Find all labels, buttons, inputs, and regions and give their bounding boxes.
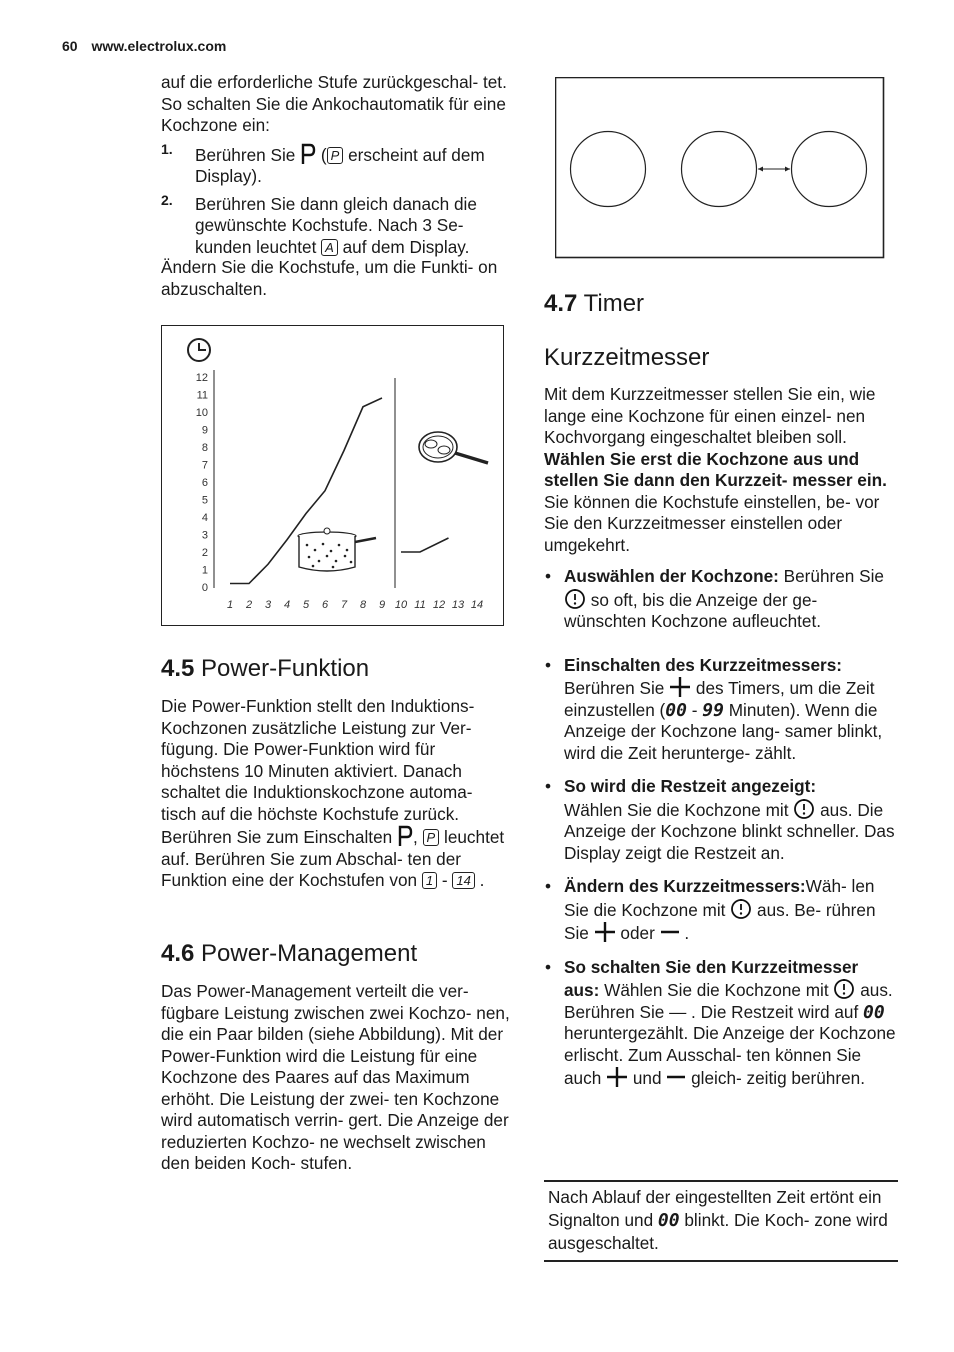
body-text: . — [479, 870, 485, 890]
item-text: Wählen Sie die Kochzone mit — [604, 980, 829, 1000]
intro-paragraph-1: auf die erforderliche Stufe zurückgeschal- tet. — [161, 72, 507, 92]
step-number: 2. — [161, 191, 173, 208]
y-tick-label: 0 — [201, 582, 208, 594]
item-text: und — [632, 1068, 662, 1088]
x-tick-label: 9 — [378, 599, 386, 611]
step-text: erscheint auf dem Display). — [195, 144, 485, 186]
paragraph-bold: Wählen Sie erst die Kochzone aus und stellen Sie dann den Kurzzeit- messer ein. — [544, 448, 887, 490]
timer-select-icon — [730, 898, 752, 920]
minus-icon — [666, 1066, 686, 1088]
power-chart — [161, 325, 504, 626]
section-number: 4.5 — [161, 655, 195, 682]
y-tick-label: 10 — [195, 407, 208, 419]
section-title: Timer — [583, 290, 645, 317]
list-item — [544, 776, 896, 864]
item-text: aus. Die Anzeige der Kochzone blinkt schneller. Das Display zeigt die Restzeit an. — [564, 799, 895, 863]
body-text: , — [412, 827, 418, 847]
body-text: leuchtet auf. Berühren Sie zum Abschal- ten der Funktion eine der Kochstufen von — [161, 827, 505, 890]
section-number: 4.6 — [161, 940, 195, 967]
step-text: ( — [320, 144, 327, 165]
paragraph: Mit dem Kurzzeitmesser stellen Sie ein, wie lange eine Kochzone für einen einzel- nen Kochvorgang eingeschaltet bleiben soll. — [544, 384, 876, 447]
minus-icon — [660, 921, 680, 943]
item-text: . — [684, 923, 690, 943]
x-tick-label: 10 — [394, 599, 408, 611]
x-tick-label: 14 — [470, 599, 484, 611]
item-text: aus. Berühren Sie — . Die Restzeit wird auf — [564, 980, 893, 1022]
left-column — [161, 72, 511, 300]
power-p-icon — [300, 143, 316, 165]
list-item — [544, 876, 896, 945]
y-tick-label: 8 — [201, 442, 208, 454]
outro-paragraph: Ändern Sie die Kochstufe, um die Funkti- on abzuschalten. — [161, 257, 498, 299]
note-text: Nach Ablauf der eingestellten Zeit ertönt ein Signalton und — [548, 1187, 882, 1230]
section-title: Power-Funktion — [201, 655, 370, 682]
timer-select-icon — [833, 978, 855, 1000]
y-tick-label: 12 — [195, 372, 208, 384]
list-item — [544, 957, 896, 1090]
section-body: Das Power-Management verteilt die ver- fügbare Leistung zwischen zwei Kochzo- nen, die ein Paar bilden (siehe Abbildung). Mit der Power-Funktion wird die Leistung für eine Kochzone des Paares auf das Maximum erhöht. Die Leistung der zwei- ten Kochzone wird automatisch verrin- gert. Die Anzeige der reduzierten Kochzo- ne wechselt zwischen den beiden Koch- stufen. — [161, 981, 510, 1173]
body-text: Berühren Sie zum Einschalten — [161, 827, 393, 847]
y-tick-label: 3 — [201, 529, 208, 542]
power-chart-figure — [161, 325, 504, 631]
section-heading — [161, 940, 511, 968]
intro-paragraph-2: So schalten Sie die Ankochautomatik für eine Kochzone ein: — [161, 93, 506, 135]
item-text: aus. Be- rühren Sie — [564, 899, 876, 943]
section-title: Power-Management — [201, 940, 418, 967]
section-body-2 — [161, 825, 511, 892]
website-url[interactable]: www.electrolux.com — [91, 38, 227, 54]
display-symbol: 1 — [422, 872, 437, 889]
timer-select-icon — [564, 588, 586, 610]
display-symbol: 14 — [452, 872, 474, 889]
display-digits: 99 — [702, 699, 724, 721]
item-title: So schalten Sie den Kurzzeitmesser aus: — [564, 956, 859, 1000]
subsection-title: Kurzzeitmesser — [544, 344, 710, 371]
plus-icon — [594, 921, 616, 943]
section-number: 4.7 — [544, 290, 578, 317]
y-tick-label: 5 — [201, 494, 208, 507]
step-1 — [161, 140, 511, 188]
step-text: auf dem Display. — [342, 236, 470, 257]
item-text: gleich- zeitig berühren. — [691, 1068, 865, 1088]
hob-diagram — [555, 77, 885, 264]
plus-icon — [669, 676, 691, 698]
y-tick-label: 9 — [201, 424, 208, 437]
paragraph: Sie können die Kochstufe einstellen, be- vor Sie den Kurzzeitmesser einstellen oder umgekehrt. — [544, 491, 880, 555]
section-4-6 — [161, 940, 511, 1175]
x-tick-label: 12 — [432, 599, 446, 611]
item-text: so oft, bis die Anzeige der ge- wünschten Kochzone aufleuchtet. — [564, 589, 822, 631]
x-tick-label: 4 — [283, 599, 291, 611]
item-title: So wird die Restzeit angezeigt: — [564, 776, 817, 796]
steps-list — [161, 140, 511, 259]
page-header — [62, 38, 226, 54]
x-tick-label: 6 — [321, 599, 329, 611]
body-text: - — [441, 870, 448, 890]
x-tick-label: 1 — [226, 599, 234, 611]
item-text: heruntergezählt. Die Anzeige der Kochzone erlischt. Zum Ausschal- ten können Sie auch — [564, 1023, 896, 1088]
display-symbol: A — [321, 239, 338, 256]
y-tick-label: 4 — [201, 512, 208, 524]
timer-select-icon — [793, 798, 815, 820]
step-2 — [161, 191, 511, 259]
section-4-5 — [161, 655, 511, 892]
power-p-icon — [397, 825, 413, 847]
item-title: Ändern des Kurzzeitmessers: — [564, 876, 806, 896]
item-text: Berühren Sie — [564, 678, 665, 698]
step-text: Berühren Sie dann gleich danach die gewünschte Kochstufe. Nach 3 Se- kunden leuchtet — [195, 193, 477, 257]
display-symbol: P — [327, 147, 344, 164]
page-number: 60 — [62, 38, 78, 54]
section-heading — [544, 290, 896, 318]
step-text: Berühren Sie — [195, 144, 296, 165]
y-tick-label: 11 — [196, 389, 208, 402]
x-tick-label: 3 — [264, 599, 272, 611]
x-tick-label: 5 — [302, 599, 310, 611]
section-heading — [161, 655, 511, 683]
item-text: Wäh- len Sie die Kochzone mit — [564, 876, 875, 920]
x-tick-label: 11 — [414, 599, 426, 611]
timer-instructions-list — [544, 566, 896, 1090]
y-tick-label: 6 — [201, 477, 208, 489]
info-note — [544, 1180, 898, 1262]
plus-icon — [606, 1066, 628, 1088]
y-tick-label: 7 — [201, 459, 208, 472]
note-text: blinkt. Die Koch- zone wird ausgeschaltet. — [548, 1210, 888, 1253]
section-body: Die Power-Funktion stellt den Induktions- Kochzonen zusätzliche Leistung zur Ver- fügung. Die Power-Funktion wird für höchstens 10 Minuten aktiviert. Danach schaltet die Induktionskochzone automa- tisch auf die höchste Kochstufe zurück. — [161, 696, 475, 824]
item-title: Auswählen der Kochzone: — [564, 566, 779, 586]
step-number: 1. — [161, 140, 173, 157]
display-digits: 00 — [863, 1001, 885, 1023]
display-digits: 00 — [657, 1210, 680, 1231]
x-tick-label: 7 — [340, 599, 348, 611]
x-tick-label: 13 — [451, 599, 465, 611]
x-tick-label: 2 — [245, 599, 253, 611]
item-text: Minuten). Wenn die Anzeige der Kochzone lang- samer blinkt, wird die Zeit herunterge- zählt. — [564, 699, 883, 763]
y-tick-label: 1 — [201, 564, 208, 577]
item-text: Wählen Sie die Kochzone mit — [564, 799, 789, 820]
display-symbol: P — [423, 829, 440, 846]
section-4-7 — [544, 290, 896, 1102]
item-text: - — [691, 699, 698, 720]
item-text: Berühren Sie — [783, 566, 884, 586]
list-item — [544, 655, 896, 765]
item-text: oder — [620, 923, 655, 943]
list-item — [544, 566, 896, 633]
item-text: des Timers, um die Zeit einzustellen ( — [564, 678, 875, 720]
display-digits: 00 — [665, 699, 687, 721]
x-tick-label: 8 — [359, 599, 367, 611]
y-tick-label: 2 — [201, 547, 208, 559]
item-title: Einschalten des Kurzzeitmessers: — [564, 654, 842, 675]
